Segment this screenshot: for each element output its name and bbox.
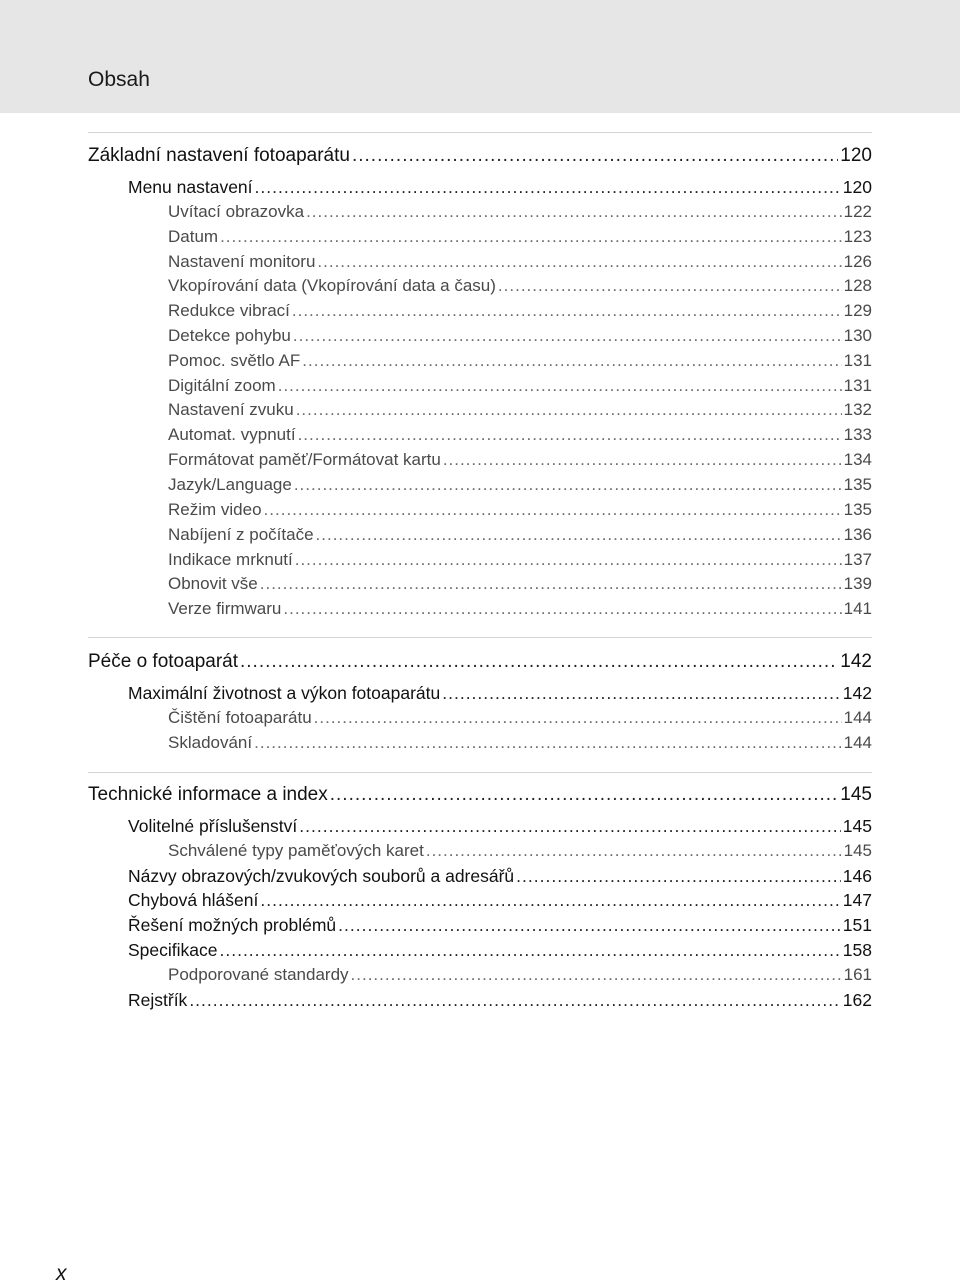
toc-chapter-entry[interactable] [128,888,872,912]
toc-chapter-entry[interactable] [128,864,872,888]
toc-dot-leader [260,572,842,596]
toc-entry-page: 144 [843,708,872,727]
toc-section-entry[interactable] [88,143,872,169]
toc-entry-title: Nabíjení z počítače [168,525,314,544]
toc-entry-page: 145 [842,816,872,836]
toc-subentry[interactable] [168,498,872,522]
toc-dot-leader [278,374,842,398]
toc-chapter-entry[interactable] [128,814,872,838]
toc-subentry[interactable] [168,225,872,249]
toc-entry-title: Datum [168,227,219,246]
toc-dot-leader [295,548,842,572]
toc-entry-page: 141 [843,599,872,618]
toc-entry-title: Nastavení zvuku [168,400,294,419]
toc-entry-title: Formátovat paměť/Formátovat kartu [168,450,441,469]
toc-dot-leader [338,913,841,937]
toc-entry-page: 122 [843,202,872,221]
toc-entry-page: 146 [842,866,872,886]
toc-entry-page: 126 [843,252,872,271]
toc-entry-title: Detekce pohybu [168,326,291,345]
toc-entry-page: 136 [843,525,872,544]
toc-entry-title: Uvítací obrazovka [168,202,305,221]
toc-chapter-entry[interactable] [128,913,872,937]
toc-entry-title: Základní nastavení fotoaparátu [88,145,350,166]
toc-dot-leader [442,681,841,705]
toc-entry-page: 139 [843,574,872,593]
toc-entry-page: 151 [842,915,872,935]
section-divider [88,637,872,638]
toc-subentry[interactable] [168,706,872,730]
toc-subentry[interactable] [168,448,872,472]
toc-entry-title: Rejstřík [128,990,188,1010]
toc-entry-page: 132 [843,400,872,419]
toc-entry-title: Chybová hlášení [128,890,259,910]
toc-entry-title: Verze firmwaru [168,599,282,618]
toc-entry-page: 161 [843,965,872,984]
toc-entry-title: Indikace mrknutí [168,550,293,569]
toc-chapter-entry[interactable] [128,988,872,1012]
toc-entry-title: Péče o fotoaparát [88,651,238,672]
toc-dot-leader [498,274,842,298]
toc-subentry[interactable] [168,473,872,497]
toc-section-entry[interactable] [88,782,872,808]
toc-entry-title: Maximální životnost a výkon fotoaparátu [128,683,441,703]
toc-entry-page: 135 [843,500,872,519]
toc-subentry[interactable] [168,299,872,323]
toc-entry-title: Skladování [168,733,253,752]
toc-subentry[interactable] [168,839,872,863]
toc-entry-title: Vkopírování data (Vkopírování data a času) [168,276,496,295]
toc-entry-page: 123 [843,227,872,246]
toc-entry-title: Redukce vibrací [168,301,290,320]
toc-section-entry[interactable] [88,649,872,675]
toc-subentry[interactable] [168,250,872,274]
toc-entry-title: Řešení možných problémů [128,915,337,935]
toc-dot-leader [516,864,841,888]
toc-chapter-entry[interactable] [128,175,872,199]
toc-entry-title: Jazyk/Language [168,475,292,494]
toc-subentry[interactable] [168,597,872,621]
toc-entry-title: Volitelné příslušenství [128,816,298,836]
toc-subentry[interactable] [168,274,872,298]
toc-entry-page: 147 [842,890,872,910]
toc-subentry[interactable] [168,423,872,447]
toc-dot-leader [352,143,838,169]
toc-entry-title: Nastavení monitoru [168,252,316,271]
toc-subentry[interactable] [168,572,872,596]
toc-dot-leader [426,839,842,863]
toc-entry-title: Digitální zoom [168,376,276,395]
toc-entry-title: Názvy obrazových/zvukových souborů a adresářů [128,866,515,886]
toc-subentry[interactable] [168,548,872,572]
section-divider [88,772,872,773]
toc-dot-leader [296,398,842,422]
toc-entry-title: Menu nastavení [128,177,253,197]
toc-dot-leader [254,731,842,755]
toc-dot-leader [240,649,838,675]
toc-entry-page: 142 [842,683,872,703]
toc-subentry[interactable] [168,731,872,755]
toc-subentry[interactable] [168,324,872,348]
toc-dot-leader [292,299,842,323]
toc-entry-page: 162 [842,990,872,1010]
toc-dot-leader [293,324,842,348]
toc-entry-title: Schválené typy paměťových karet [168,841,424,860]
toc-entry-page: 120 [842,177,872,197]
toc-entry-page: 137 [843,550,872,569]
toc-entry-page: 134 [843,450,872,469]
toc-entry-title: Podporované standardy [168,965,349,984]
toc-dot-leader [220,225,842,249]
toc-entry-page: 145 [840,784,872,805]
toc-subentry[interactable] [168,963,872,987]
toc-dot-leader [314,706,842,730]
toc-dot-leader [299,814,841,838]
toc-entry-page: 158 [842,940,872,960]
toc-dot-leader [330,782,839,808]
toc-dot-leader [302,349,841,373]
toc-subentry[interactable] [168,349,872,373]
toc-entry-page: 145 [843,841,872,860]
toc-dot-leader [260,888,840,912]
toc-dot-leader [220,938,841,962]
toc-dot-leader [189,988,840,1012]
toc-entry-page: 129 [843,301,872,320]
toc-entry-page: 131 [843,351,872,370]
toc-entry-page: 135 [843,475,872,494]
toc-entry-page: 128 [843,276,872,295]
toc-dot-leader [264,498,842,522]
toc-subentry[interactable] [168,200,872,224]
toc-entry-title: Technické informace a index [88,784,328,805]
toc-entry-page: 130 [843,326,872,345]
toc-entry-page: 144 [843,733,872,752]
toc-dot-leader [317,250,841,274]
toc-subentry[interactable] [168,398,872,422]
toc-dot-leader [298,423,842,447]
toc-entry-page: 133 [843,425,872,444]
page-number: x [56,1262,67,1285]
toc-subentry[interactable] [168,523,872,547]
toc-dot-leader [294,473,842,497]
toc-dot-leader [255,175,841,199]
toc-dot-leader [283,597,841,621]
section-divider [88,132,872,133]
toc-subentry[interactable] [168,374,872,398]
toc-chapter-entry[interactable] [128,681,872,705]
toc-chapter-entry[interactable] [128,938,872,962]
toc-entry-title: Specifikace [128,940,218,960]
toc-entry-page: 142 [840,651,872,672]
toc-dot-leader [316,523,842,547]
toc-entry-title: Obnovit vše [168,574,258,593]
toc-dot-leader [351,963,842,987]
toc-dot-leader [443,448,842,472]
toc-entry-page: 131 [843,376,872,395]
toc-entry-page: 120 [840,145,872,166]
page-title: Obsah [88,68,150,91]
toc-entry-title: Automat. vypnutí [168,425,296,444]
toc-dot-leader [306,200,842,224]
toc-entry-title: Pomoc. světlo AF [168,351,301,370]
header-band [0,0,960,113]
toc-entry-title: Režim video [168,500,262,519]
toc-entry-title: Čištění fotoaparátu [168,708,312,727]
